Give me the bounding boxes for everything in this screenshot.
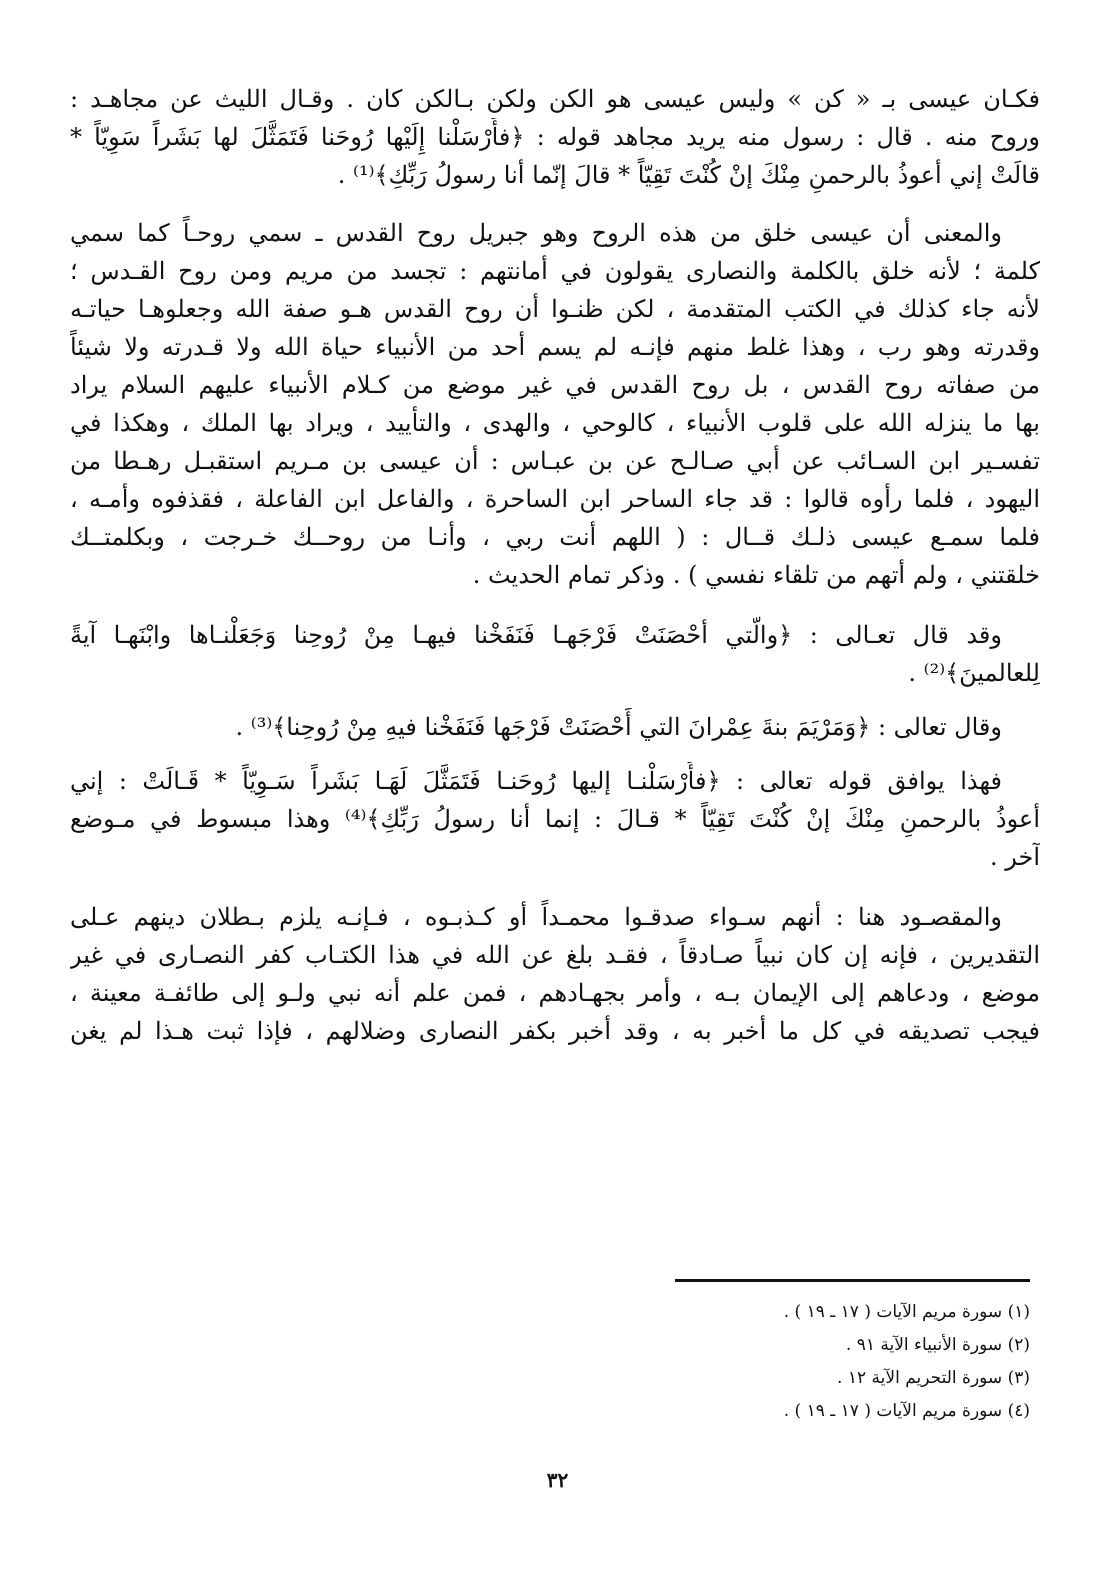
- footnote-1: (١) سورة مريم الآيات ( ١٧ ـ ١٩ ) .: [783, 1302, 1030, 1322]
- text-line: قالَتْ إني أعوذُ بالرحمنِ مِنْكَ إنْ كُنْتَ تَقِيّاً * قالَ إنّما أنا رسولُ رَبِّكِ﴾⁽¹⁾ .: [337, 161, 1040, 189]
- text-line: لأنه جاء كذلك في الكتب المتقدمة ، لكن ظنـوا أن روح القدس هـو صفة الله وجعلوهـا حياتـه: [70, 295, 1040, 323]
- footnotes: [784, 1296, 1030, 1428]
- text-line: وروح منه . قال : رسول منه يريد مجاهد قوله : ﴿فأَرْسَلْنا إِلَيْها رُوحَنا فَتَمَثَّلَ لها بَشَراً سَوِيّاً *: [70, 123, 1040, 151]
- text-line: وقد قال تعـالى : ﴿والّتي أحْصَنَتْ فَرْجَهـا فَنَفَخْنا فيهـا مِنْ رُوحِنا وَجَعَلْنـاها وابْنَهـا آيةً: [70, 621, 1002, 649]
- text-line: موضع ، ودعاهم إلى الإيمان بـه ، وأمر بجهـادهم ، فمن علم أنه نبي ولـو إلى طائفـة معينة ،: [70, 979, 1040, 1007]
- text-line: فكـان عيسى بـ « كن » وليس عيسى هو الكن ولكن بـالكن كان . وقـال الليث عن مجاهـد :: [70, 85, 1040, 113]
- paragraph-1: [70, 80, 1040, 194]
- footnote-3: (٣) سورة التحريم الآية ١٢ .: [837, 1368, 1030, 1388]
- text-line: خلقتني ، ولم أتهم من تلقاء نفسي ) . وذكر تمام الحديث .: [472, 561, 1040, 589]
- footnote-divider: [675, 1279, 1030, 1282]
- text-line: بها ما ينزله الله على قلوب الأنبياء ، كالوحي ، والهدى ، والتأييد ، ويراد بها الملك ، وهكذا في: [70, 409, 1040, 437]
- paragraph-6: [70, 898, 1040, 1050]
- footnote-4: (٤) سورة مريم الآيات ( ١٧ ـ ١٩ ) .: [783, 1401, 1030, 1421]
- page-number: ٣٢: [546, 1468, 569, 1492]
- text-line: من صفاته روح القدس ، بل روح القدس في غير موضع من كـلام الأنبياء عليهم السلام يراد: [70, 371, 1040, 399]
- footnote-2: (٢) سورة الأنبياء الآية ٩١ .: [845, 1335, 1030, 1355]
- paragraph-3: [70, 616, 1040, 692]
- main-text: [70, 80, 1040, 1072]
- text-line: فيجب تصديقه في كل ما أخبر به ، وقد أخبر بكفر النصارى وضلالهم ، فإذا ثبت هـذا لم يغن: [70, 1017, 1040, 1045]
- text-line: التقديرين ، فإنه إن كان نبياً صـادقاً ، فقـد بلغ عن الله في هذا الكتـاب كفر النصـارى في غير: [70, 941, 1040, 969]
- text-line: تفسـير ابن السـائب عن أبي صـالـح عن بن عبـاس : أن عيسى بن مـريم استقبـل رهـطا من: [70, 447, 1040, 475]
- paragraph-2: [70, 214, 1040, 594]
- text-line: آخر .: [989, 843, 1040, 871]
- text-line: فلما سمـع عيسى ذلـك قــال : ( اللهم أنت ربي ، وأنـا من روحــك خـرجت ، وبكلمتــك: [70, 523, 1040, 551]
- text-line: كلمة ؛ لأنه خلق بالكلمة والنصارى يقولون في أمانتهم : تجسد من مريم ومن روح القـدس ؛: [70, 257, 1040, 285]
- text-line: والمقصـود هنا : أنهم سـواء صدقـوا محمـداً أو كـذبـوه ، فـإنـه يلزم بـطلان دينهم عـلى: [70, 903, 1002, 931]
- text-line: وقال تعالى : ﴿وَمَرْيَمَ بنةَ عِمْرانَ التي أَحْصَنَتْ فَرْجَها فَنَفَخْنا فيهِ مِنْ رُوحِنا﴾⁽³⁾ .: [235, 713, 1002, 741]
- text-line: لِلعالمينَ﴾⁽²⁾ .: [908, 659, 1040, 687]
- text-line: وقدرته وهو رب ، وهذا غلط منهم فإنـه لم يسم أحد من الأنبياء حياة الله ولا قـدرته ولا شيئاً: [70, 333, 1040, 361]
- paragraph-4: [70, 708, 1040, 746]
- text-line: أعوذُ بالرحمنِ مِنْكَ إنْ كُنْتَ تَقِيّاً * قـالَ : إنما أنا رسولُ رَبِّكِ﴾⁽⁴⁾ وهذا مبسوط في مـوضع: [70, 805, 1040, 833]
- text-line: فهذا يوافق قوله تعالى : ﴿فأَرْسَلْنـا إليها رُوحَنـا فَتَمَثَّلَ لَهَـا بَشَراً سَـوِيّاً * قَـالَتْ : إني: [70, 767, 1002, 795]
- paragraph-5: [70, 762, 1040, 876]
- text-line: اليهود ، فلما رأوه قالوا : قد جاء الساحر ابن الساحرة ، والفاعل ابن الفاعلة ، فقذفوه وأمـه ،: [70, 485, 1040, 513]
- text-line: والمعنى أن عيسى خلق من هذه الروح وهو جبريل روح القدس ـ سمي روحـاً كما سمي: [70, 219, 1003, 247]
